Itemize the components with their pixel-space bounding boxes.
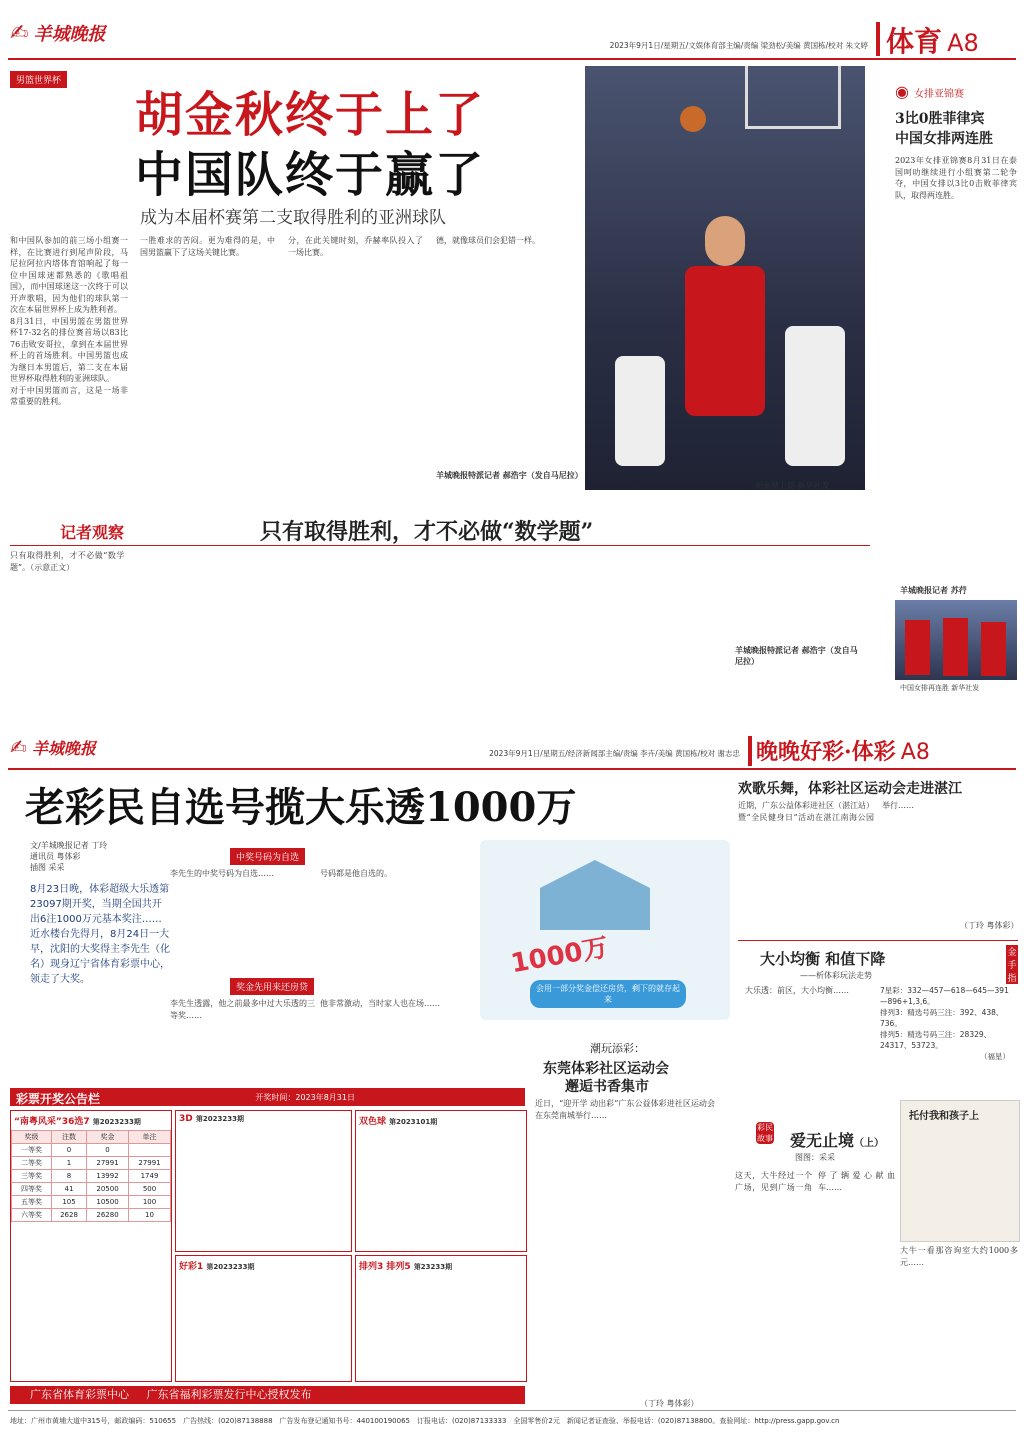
side-tag: ◉ 女排亚锦赛: [895, 82, 965, 101]
lottery-sub-1: 中奖号码为自选: [230, 845, 305, 865]
table-row: 二等奖 1 27991 27991: [12, 1157, 171, 1170]
lottery-sub-2: 奖金先用来还房贷: [230, 975, 314, 995]
fair-byline: （丁玲 粤体彩）: [640, 1399, 699, 1408]
tips-numbers: 7星彩：332—457—618—645—391—896+1,3,6。 排列3：精选号码三注：392、438、736。 排列5：精选号码三注：28329、24317、53723。 （福星）: [880, 986, 1010, 1061]
lottery-body-4: 他非常激动，当时家人也在场……: [320, 999, 440, 1008]
commentary-tag: 记者观察: [60, 523, 125, 542]
table-row: 一等奖 0 0: [12, 1144, 171, 1157]
story-title: 爱无止境（上）: [790, 1131, 885, 1150]
lead-body-col-1: 和中国队参加的前三场小组赛一样，在比赛进行到尾声阶段，马尼拉阿拉内塔体育馆响起了每一位中国球迷都熟悉的《歌唱祖国》，而中国球迷这一次终于可以开声歌唱，因为他们的球队第一次在本届世界杯上成为胜利者。 8月31日，中国男篮在男篮世界杯17-32名的排位赛首场以83比76击败安哥拉，拿到在本届世界杯上的首场胜利。中国男篮也成为继日本男篮后，第二支在本届世界杯取得胜利的亚洲球队。 对于中国男篮而言，这是一场非常重要的胜利。: [10, 236, 128, 406]
lottery-illustration: 1000万 会用一部分奖金偿还房贷，剩下的就存起来: [480, 840, 730, 1020]
side-body: 2023年女排亚锦赛8月31日在泰国呵叻继续进行小组赛第二轮争夺，中国女排以3比0击败菲律宾队，取得两连胜。: [895, 156, 1017, 200]
lead-title-1: 胡金秋终于上了: [135, 87, 486, 143]
lower-header-rule: [8, 768, 1016, 770]
commentary-title: 只有取得胜利，才不必做“数学题”: [260, 519, 594, 545]
side-tag-icon: ◉: [895, 82, 909, 101]
header-rule: [8, 58, 1016, 60]
commentary-body: 只有取得胜利，才不必做“数学题”。（示意正文）: [10, 551, 125, 572]
lower-date-info: 2023年9月1日/星期五/经济新闻部主编/责编 李卉/美编 黄国栋/校对 谢志忠: [489, 749, 740, 758]
table-row: 六等奖 2628 26280 10: [12, 1209, 171, 1222]
masthead-logo: [10, 20, 120, 46]
tips-title: 大小均衡 和值下降: [760, 950, 886, 968]
board-header: 彩票开奖公告栏 开奖时间：2023年8月31日: [10, 1088, 525, 1106]
fair-label: 潮玩添彩：: [590, 1042, 645, 1055]
lead-body-col-2: 一胜难求的苦闷。更为难得的是，中国男篮赢下了这场关键比赛。: [140, 236, 275, 257]
board-table-pl35: 排列3 排列5 第23233期: [355, 1255, 527, 1382]
tips-side-label: 金手指: [1006, 945, 1018, 984]
lottery-byline: 文/羊城晚报记者 丁玲 通讯员 粤体彩 插图 采采: [30, 841, 108, 872]
lower-masthead-logo: ✍ 羊城晚报: [10, 735, 96, 759]
fair-title-1: 东莞体彩社区运动会: [543, 1061, 669, 1077]
lottery-body-1: 李先生的中奖号码为自选……: [170, 869, 274, 878]
story-illustration: 托付我和孩子上: [900, 1100, 1020, 1242]
side-title-1: 3比0胜菲律宾: [895, 111, 985, 127]
community-body: 近期，广东公益体彩进社区（湛江站）暨“全民健身日”活动在湛江南海公园举行……: [738, 801, 914, 822]
brand-icon: ✍: [10, 21, 29, 46]
table-row: 四等奖 41 20500 500: [12, 1183, 171, 1196]
lower-section-divider: [748, 736, 752, 766]
board-table-haocai1: 好彩1 第2023233期: [175, 1255, 352, 1382]
footer-rule: [8, 1410, 1016, 1411]
commentary-byline: 羊城晚报特派记者 郝浩宇（发自马尼拉）: [735, 646, 858, 666]
brand-name: 羊城晚报: [33, 24, 106, 45]
section-title: 体育 A8: [886, 25, 979, 58]
table-row: 三等奖 8 13992 1749: [12, 1170, 171, 1183]
lead-tag: 男篮世界杯: [10, 68, 67, 88]
board-footer: 广东省体育彩票中心 广东省福利彩票发行中心授权发布: [10, 1386, 525, 1404]
fair-title-2: 邂逅书香集市: [565, 1079, 649, 1095]
community-title: 欢歌乐舞，体彩社区运动会走进湛江: [738, 781, 962, 797]
story-byline: 图图：采采: [795, 1153, 835, 1162]
side-title-2: 中国女排两连胜: [895, 131, 993, 147]
lead-body-col-3: 分，在此关键时刻，乔赫率队投入了一场比赛。: [288, 236, 423, 257]
lottery-body-2: 号码都是他自选的。: [320, 869, 392, 878]
board-table-3d: 3D 第2023233期: [175, 1110, 352, 1252]
lottery-body-3: 李先生透露，他之前最多中过大乐透的三等奖……: [170, 999, 315, 1020]
side-photo-caption: 中国女排再连胜 新华社发: [900, 684, 980, 692]
story-body-right: 大牛一看那咨询室大约1000多元……: [900, 1246, 1018, 1267]
story-label: 彩民故事: [757, 1123, 773, 1143]
tips-subtitle: ——析体彩玩法走势: [800, 971, 872, 980]
commentary-rule: [10, 545, 870, 546]
section-divider: [876, 22, 880, 56]
lead-photo-caption: 胡金秋上篮 新华社发: [755, 481, 830, 490]
side-byline: 羊城晚报记者 苏荇: [900, 586, 967, 595]
community-byline: （丁玲 粤体彩）: [960, 921, 1019, 930]
lead-subtitle: 成为本届杯赛第二支取得胜利的亚洲球队: [140, 208, 446, 228]
top-date-info: 2023年9月1日/星期五/文娱体育部主编/责编 梁劲松/美编 黄国栋/校对 朱文婷: [609, 41, 868, 50]
lead-byline: 羊城晚报特派记者 郝浩宇（发自马尼拉）: [436, 471, 583, 480]
table-row: 五等奖 105 10500 100: [12, 1196, 171, 1209]
fair-body: 近日，“迎开学 动出彩”广东公益体彩进社区运动会在东莞南城举行……: [535, 1099, 715, 1120]
house-icon: [540, 860, 650, 930]
tips-body: 大乐透：前区，大小均衡……: [745, 986, 849, 995]
lottery-title: 老彩民自选号揽大乐透1000万: [25, 784, 577, 831]
lottery-lead: 8月23日晚，体彩超级大乐透第23097期开奖，当期全国共开出6注1000万元基本奖注……近水楼台先得月，8月24日一大早，沈阳的大奖得主李先生（化名）现身辽宁省体育彩票中心，领走了大奖。: [30, 884, 170, 985]
lower-section-title: 晚晚好彩·体彩 A8: [756, 739, 930, 765]
board-table-ssq: 双色球 第2023101期: [355, 1110, 527, 1252]
footer-info: 地址：广州市黄埔大道中315号，邮政编码：510655 广告热线：(020)87138888 广告发布登记通知书号：440100190065 订报电话：(020)87133333 全国零售价2元 新闻记者证查验、举报电话：(020)87138800。查验网址：http://press.gapp.gov.cn: [10, 1417, 840, 1425]
story-body: 这天，大牛经过一个广场，见到广场一角停了辆爱心献血车……: [735, 1171, 895, 1192]
lead-body-col-4: 德，就像球员们会犯错一样。: [436, 236, 540, 245]
lead-photo: [585, 66, 865, 490]
lead-title-2: 中国队终于赢了: [135, 147, 486, 203]
side-photo: [895, 600, 1017, 680]
board-table-36x7: “南粤风采”36选7 第2023233期 奖级 注数 奖金 单注 一等奖 0 0 二等奖 1 27991 27991 三等奖 8 13992 1749 四等奖 41 20500 500 五等奖 105 10500 100 六等奖 2628 26280 10: [10, 1110, 172, 1382]
